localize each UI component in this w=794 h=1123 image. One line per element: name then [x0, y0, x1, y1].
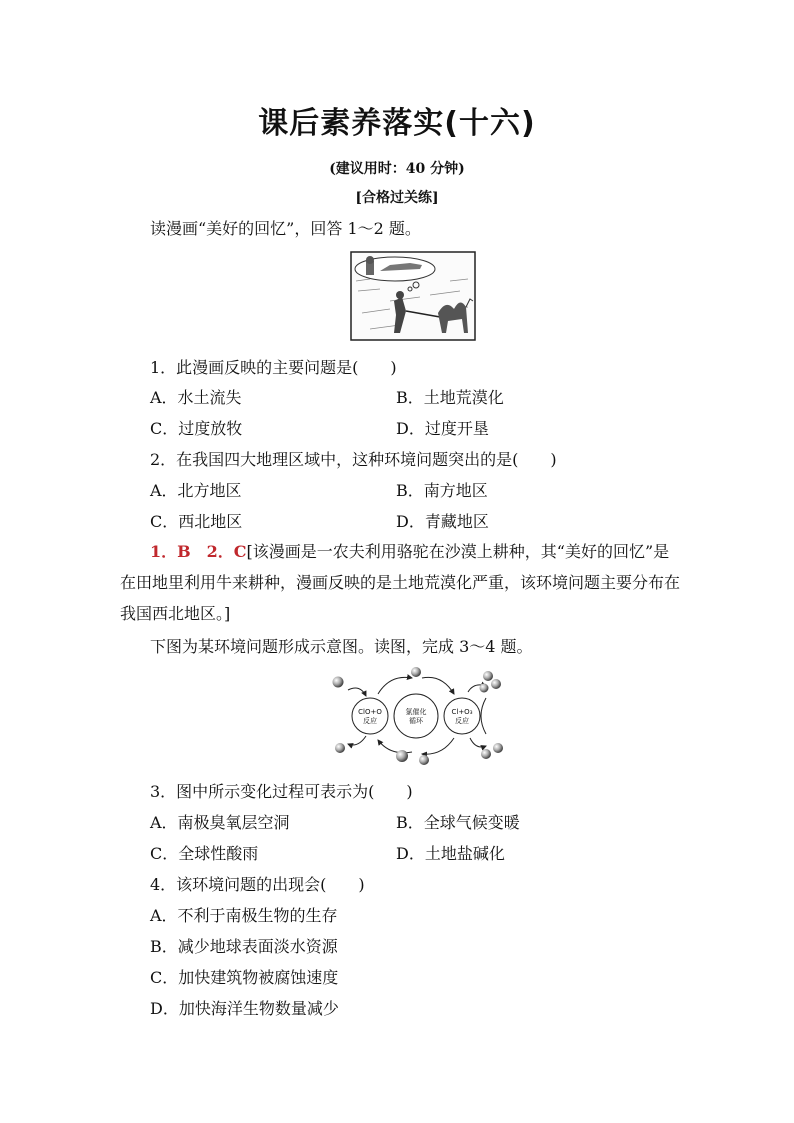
q3-option-a: A．南极臭氧层空洞 — [150, 813, 290, 832]
q4-stem: 4．该环境问题的出现会( ) — [150, 875, 365, 894]
page-title: 课后素养落实(十六) — [258, 106, 536, 141]
left-label-1: ClO+O — [358, 708, 382, 716]
ozone-cycle-diagram — [320, 664, 510, 768]
center-label-1: 氯催化 — [405, 708, 427, 716]
molecule-ball — [396, 750, 408, 762]
q1-option-a: A．水土流失 — [150, 388, 242, 407]
molecule-ball — [491, 679, 501, 689]
q3-option-c: C．全球性酸雨 — [150, 844, 259, 863]
center-label-2: 循环 — [409, 717, 423, 725]
molecule-ball — [481, 749, 491, 759]
molecule-ball — [419, 755, 429, 765]
molecule-ball — [493, 743, 503, 753]
q2-option-a: A．北方地区 — [150, 481, 242, 500]
q2-stem: 2．在我国四大地理区域中，这种环境问题突出的是( ) — [150, 450, 557, 469]
answer-explanation-1-2 — [120, 536, 680, 629]
q2-option-c: C．西北地区 — [150, 512, 243, 531]
answer-key-1-2: 1．B 2．C — [150, 542, 247, 561]
molecule-ball — [483, 671, 493, 681]
q4-option-a: A．不利于南极生物的生存 — [150, 906, 338, 925]
q3-stem: 3．图中所示变化过程可表示为( ) — [150, 782, 413, 801]
molecule-ball — [333, 677, 344, 688]
right-label-2: 反应 — [455, 717, 469, 725]
answer-text-1-2: [该漫画是一农夫利用骆驼在沙漠上耕种，其“美好的回忆”是在田地里利用牛来耕种，漫画反映的是土地荒漠化严重，该环境问题主要分布在我国西北地区。] — [120, 542, 681, 623]
time-note: (建议用时：40 分钟) — [329, 161, 465, 177]
q3-option-b: B．全球气候变暖 — [396, 813, 520, 832]
section-label: [合格过关练] — [355, 190, 439, 206]
intro-1: 读漫画“美好的回忆”，回答 1～2 题。 — [150, 219, 421, 238]
q2-option-b: B．南方地区 — [396, 481, 488, 500]
q4-option-c: C．加快建筑物被腐蚀速度 — [150, 968, 339, 987]
q3-option-d: D．土地盐碱化 — [396, 844, 505, 863]
q4-option-d: D．加快海洋生物数量减少 — [150, 999, 339, 1018]
q4-option-b: B．减少地球表面淡水资源 — [150, 937, 338, 956]
q1-option-d: D．过度开垦 — [396, 419, 489, 438]
molecule-ball — [335, 743, 345, 753]
left-label-2: 反应 — [363, 717, 377, 725]
q1-stem: 1．此漫画反映的主要问题是( ) — [150, 358, 397, 377]
intro-2: 下图为某环境问题形成示意图。读图，完成 3～4 题。 — [150, 637, 533, 656]
molecule-ball — [411, 667, 421, 677]
q2-option-d: D．青藏地区 — [396, 512, 489, 531]
q1-option-b: B．土地荒漠化 — [396, 388, 504, 407]
q1-option-c: C．过度放牧 — [150, 419, 243, 438]
molecule-ball — [480, 684, 489, 693]
right-label-1: Cl+O₃ — [451, 708, 473, 716]
cartoon-image — [350, 251, 476, 341]
